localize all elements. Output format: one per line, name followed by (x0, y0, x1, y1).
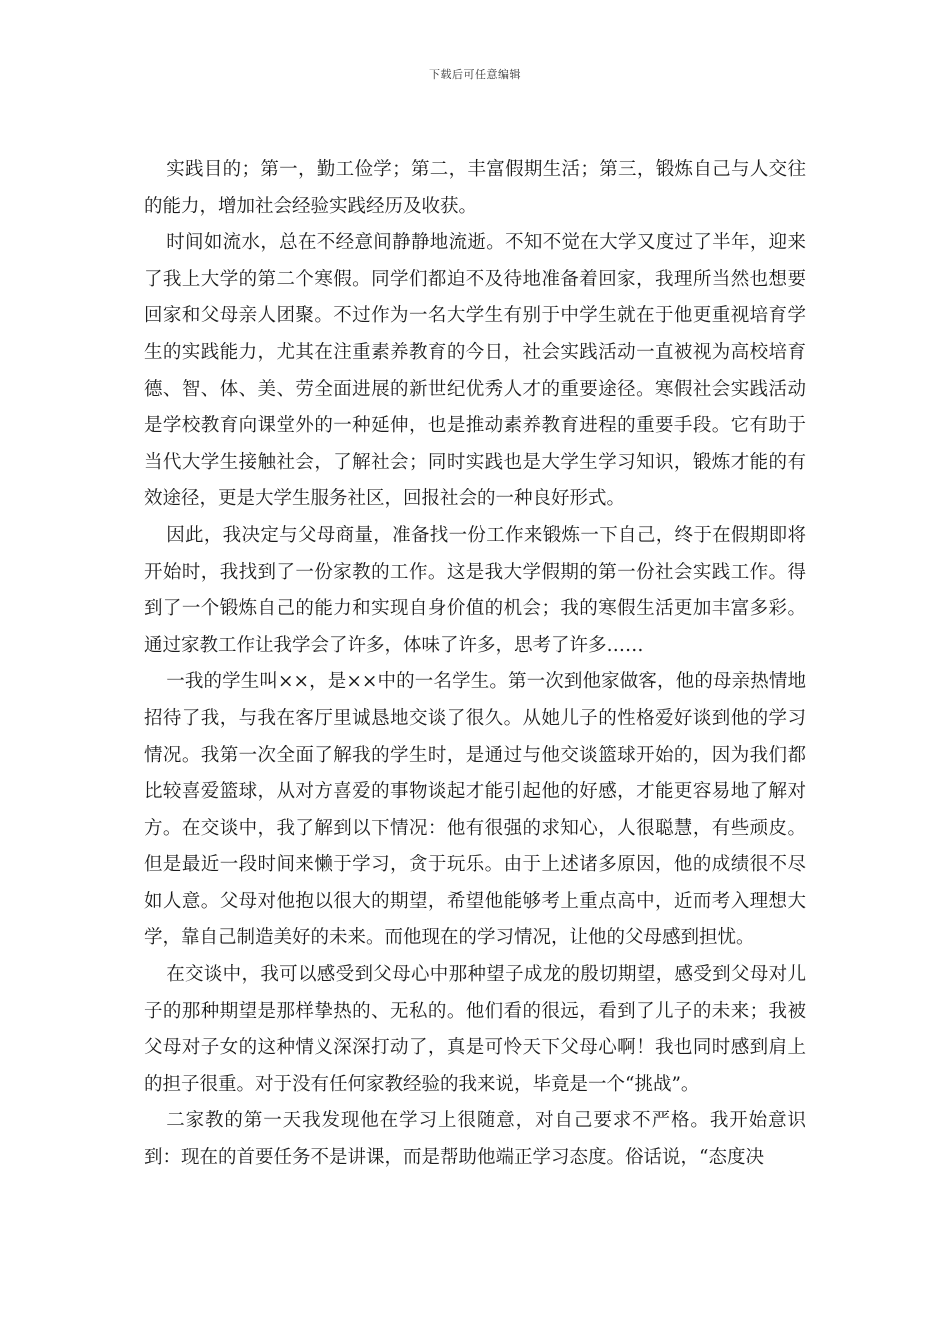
paragraph-first-day: 二家教的第一天我发现他在学习上很随意，对自己要求不严格。我开始意识到：现在的首要任务不是讲课，而是帮助他端正学习态度。俗话说，“态度决 (144, 1110, 806, 1169)
paragraph-student: 一我的学生叫××，是××中的一名学生。第一次到他家做客，他的母亲热情地招待了我，与我在客厅里诚恳地交谈了很久。从她儿子的性格爱好谈到他的学习情况。我第一次全面了解我的学生时，是通过与他交谈篮球开始的，因为我们都比较喜爱篮球，从对方喜爱的事物谈起才能引起他的好感，才能更容易地了解对方。在交谈中，我了解到以下情况：他有很强的求知心，人很聪慧，有些顽皮。但是最近一段时间来懒于学习，贪于玩乐。由于上述诸多原因，他的成绩很不尽如人意。父母对他抱以很大的期望，希望他能够考上重点高中，近而考入理想大学，靠自己制造美好的未来。而他现在的学习情况，让他的父母感到担忧。 (144, 671, 806, 949)
paragraph-decision: 因此，我决定与父母商量，准备找一份工作来锻炼一下自己，终于在假期即将开始时，我找到了一份家教的工作。这是我大学假期的第一份社会实践工作。得到了一个锻炼自己的能力和实现自身价值的机会；我的寒假生活更加丰富多彩。通过家教工作让我学会了许多，体味了许多，思考了许多…… (144, 524, 806, 656)
page-header: 下载后可任意编辑 (429, 68, 521, 81)
paragraph-intro: 时间如流水，总在不经意间静静地流逝。不知不觉在大学又度过了半年，迎来了我上大学的第二个寒假。同学们都迫不及待地准备着回家，我理所当然也想要回家和父母亲人团聚。不过作为一名大学生有别于中学生就在于他更重视培育学生的实践能力，尤其在注重素养教育的今日，社会实践活动一直被视为高校培育德、智、体、美、劳全面进展的新世纪优秀人才的重要途径。寒假社会实践活动是学校教育向课堂外的一种延伸，也是推动素养教育进程的重要手段。它有助于当代大学生接触社会，了解社会；同时实践也是大学生学习知识，锻炼才能的有效途径，更是大学生服务社区，回报社会的一种良好形式。 (144, 232, 806, 510)
paragraph-purpose: 实践目的；第一，勤工俭学；第二，丰富假期生活；第三，锻炼自己与人交往的能力，增加社会经验实践经历及收获。 (144, 159, 806, 217)
document-body (144, 152, 806, 1177)
paragraph-parents: 在交谈中，我可以感受到父母心中那种望子成龙的殷切期望，感受到父母对儿子的那种期望是那样挚热的、无私的。他们看的很远，看到了儿子的未来；我被父母对子女的这种情义深深打动了，真是可怜天下父母心啊！我也同时感到肩上的担子很重。对于没有任何家教经验的我来说，毕竟是一个“挑战”。 (144, 964, 806, 1095)
